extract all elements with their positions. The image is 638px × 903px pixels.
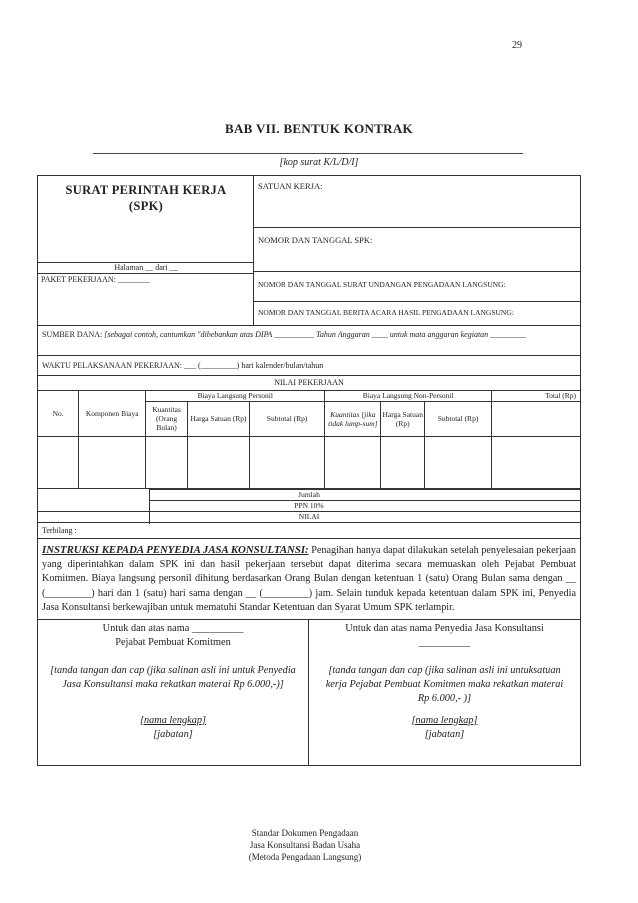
table-cell — [188, 436, 250, 488]
instruksi-heading: INSTRUKSI KEPADA PENYEDIA JASA KONSULTANSI: — [42, 543, 309, 556]
jumlah-row — [38, 490, 580, 501]
ppn-label: PPN 10% — [294, 500, 324, 510]
letterhead-placeholder: [kop surat K/L/D/I] — [279, 157, 359, 168]
ppn-row — [38, 501, 580, 512]
paket-pekerjaan: PAKET PEKERJAAN: ________ — [38, 273, 254, 285]
table-cell — [381, 436, 425, 488]
page-number: 29 — [512, 40, 522, 51]
sumber-dana-text: [sebagai contoh, cantumkan "dibebankan atas DIPA __________ Tahun Anggaran ____ untuk mata anggaran kegiatan _________ — [104, 330, 527, 339]
sign-right-name: [nama lengkap] — [411, 714, 478, 726]
instruksi-body: Penagihan hanya dapat dilakukan setelah penyelesaian pekerjaan yang diperintahkan dalam SPK ini dan hasil pekerjaan tersebut dapat diterima secara memuaskan oleh Pejabat Pembuat Komitmen. Biaya langsung personil dihitung berdasarkan Orang Bulan dengan ketentuan 1 (satu) Orang Bulan sama dengan __ (_________) hari dan 1 (satu) hari sama dengan __ (_________) jam. Selain tunduk kepada ketentuan dalam SPK ini, Penyedia Jasa Konsultansi berkewajiban untuk mematuhi Standar Ketentuan dan Syarat Umum SPK terlampir. — [42, 544, 577, 614]
sign-right-note: [tanda tangan dan cap (jika salinan asli ini untuksatuan kerja Pejabat Pembuat Komitmen maka rekatkan materai Rp 6.000,- )] — [325, 664, 564, 704]
col-harga-satuan-personil: Harga Satuan (Rp) — [188, 401, 250, 436]
table-cell — [38, 436, 79, 488]
nilai-pekerjaan-heading: NILAI PEKERJAAN — [38, 376, 580, 391]
col-kuantitas-non-personil: Kuantitas [jika tidak lump-sum] — [325, 401, 381, 436]
sumber-dana — [38, 326, 580, 356]
table-cell — [79, 436, 146, 488]
signature-penyedia — [309, 620, 580, 765]
sign-left-position: [jabatan] — [153, 728, 193, 740]
sign-right-line2: __________ — [418, 636, 471, 648]
table-cell — [425, 436, 492, 488]
nilai-row — [38, 512, 580, 523]
nomor-berita-acara: NOMOR DAN TANGGAL BERITA ACARA HASIL PENGADAAN LANGSUNG: — [258, 308, 514, 317]
cost-table — [38, 391, 580, 489]
footer-line3: (Metoda Pengadaan Langsung) — [248, 852, 362, 862]
sign-left-name: [nama lengkap] — [139, 714, 207, 726]
group-non-personil: Biaya Langsung Non-Personil — [325, 391, 491, 401]
signature-ppk — [38, 620, 309, 765]
nilai-label: NILAI — [298, 511, 320, 521]
sumber-dana-label: SUMBER DANA: — [42, 330, 103, 339]
signature-block — [38, 620, 580, 765]
sign-right-line1: Untuk dan atas nama Penyedia Jasa Konsultansi — [345, 622, 544, 634]
chapter-title: BAB VII. BENTUK KONTRAK — [225, 121, 413, 136]
waktu-pelaksanaan: WAKTU PELAKSANAAN PEKERJAAN: ___ (_________) hari kalender/bulan/tahun — [38, 356, 580, 376]
satuan-kerja: SATUAN KERJA: — [254, 176, 580, 228]
header-rule — [93, 153, 523, 154]
col-no: No. — [38, 391, 79, 436]
table-cell — [325, 436, 381, 488]
spk-info-cells — [254, 176, 580, 326]
sign-left-line1: Untuk dan atas nama __________ — [102, 622, 244, 634]
sign-left-note: [tanda tangan dan cap (jika salinan asli ini untuk Penyedia Jasa Konsultansi maka rekatkan materai Rp 6.000,-)] — [50, 664, 296, 690]
sign-right-position: [jabatan] — [424, 728, 465, 740]
col-total-blank — [491, 401, 580, 436]
footer-line2: Jasa Konsultansi Badan Usaha — [249, 840, 361, 850]
footer-line1: Standar Dokumen Pengadaan — [251, 828, 359, 838]
col-kuantitas-personil: Kuantitas (Orang Bulan) — [146, 401, 188, 436]
spk-title — [38, 182, 254, 214]
col-harga-satuan-non-personil: Harga Satuan (Rp) — [381, 401, 425, 436]
nomor-tanggal-spk: NOMOR DAN TANGGAL SPK: — [254, 228, 580, 272]
nomor-undangan: NOMOR DAN TANGGAL SURAT UNDANGAN PENGADAAN LANGSUNG: — [254, 272, 580, 302]
col-subtotal-non-personil: Subtotal (Rp) — [425, 401, 492, 436]
instruksi-section — [38, 539, 580, 620]
spk-title-cell — [38, 176, 254, 326]
terbilang: Terbilang : — [38, 523, 580, 539]
spk-form — [37, 175, 581, 766]
table-cell — [491, 436, 580, 488]
spk-title-line2: (SPK) — [128, 199, 164, 213]
table-row — [38, 436, 580, 488]
col-subtotal-personil: Subtotal (Rp) — [249, 401, 325, 436]
table-cell — [249, 436, 325, 488]
col-komponen: Komponen Biaya — [79, 391, 146, 436]
group-personil: Biaya Langsung Personil — [146, 391, 325, 401]
jumlah-label: Jumlah — [298, 489, 320, 499]
cost-table-wrap — [38, 391, 580, 490]
page-count: Halaman __ dari __ — [38, 262, 254, 273]
page-footer — [0, 827, 610, 863]
spk-header-block — [38, 176, 580, 326]
spk-title-line1: SURAT PERINTAH KERJA — [65, 183, 227, 197]
sign-left-line2: Pejabat Pembuat Komitmen — [115, 636, 231, 648]
col-total: Total (Rp) — [491, 391, 580, 401]
table-cell — [146, 436, 188, 488]
